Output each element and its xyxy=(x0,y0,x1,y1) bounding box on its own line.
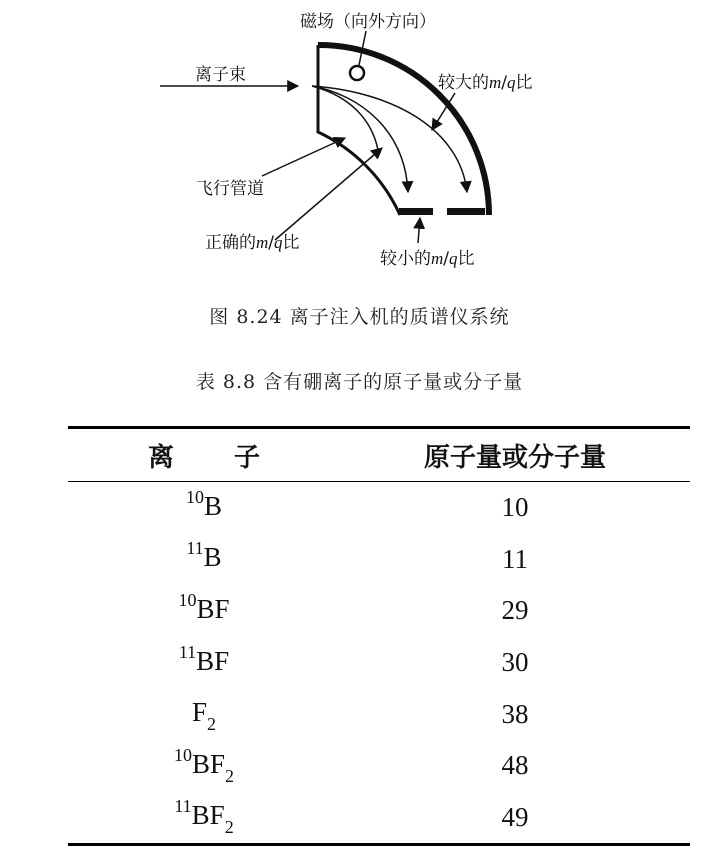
smaller-ratio-pointer xyxy=(418,218,420,243)
mass-value-cell: 49 xyxy=(340,792,690,845)
ion-formula: B xyxy=(203,542,222,573)
ion-cell xyxy=(68,637,340,689)
ion-cell xyxy=(68,482,340,534)
table-row xyxy=(68,585,690,637)
ion-formula: F xyxy=(191,697,208,728)
smaller-ratio-q: q xyxy=(449,249,458,268)
mass-value-cell: 30 xyxy=(501,647,529,678)
smaller-ratio-m: m xyxy=(431,249,444,268)
header-ion xyxy=(68,428,340,482)
exit-slit-right xyxy=(447,208,485,215)
isotope-mass-number: 11 xyxy=(186,538,204,559)
mass-value-cell: 48 xyxy=(501,750,529,781)
correct-ratio-m: m xyxy=(256,233,269,252)
mass-value-cell: 38 xyxy=(501,698,529,729)
table-row xyxy=(68,534,690,586)
table-row xyxy=(68,740,690,792)
ion-formula: BF xyxy=(196,593,230,624)
formula-subscript: 2 xyxy=(224,817,234,838)
correct-ratio-slash: / xyxy=(268,233,275,253)
ion-formula: BF xyxy=(196,645,230,676)
table-row xyxy=(68,637,690,689)
label-smaller-ratio xyxy=(380,249,475,269)
header-mass: 原子量或分子量 xyxy=(340,428,690,482)
ion-mass-table xyxy=(68,426,690,846)
smaller-ratio-slash: / xyxy=(443,249,450,269)
label-ion-beam: 离子束 xyxy=(195,65,246,85)
mass-value-cell: 11 xyxy=(502,543,528,574)
table-row xyxy=(68,688,690,740)
larger-ratio-prefix: 较大的 xyxy=(438,73,489,93)
larger-ratio-slash: / xyxy=(501,73,508,93)
isotope-mass-number: 11 xyxy=(178,641,197,662)
exit-slit-left xyxy=(399,208,433,215)
figure-caption: 图 8.24 离子注入机的质谱仪系统 xyxy=(209,306,510,328)
ion-formula: BF xyxy=(191,748,226,779)
formula-subscript: 2 xyxy=(225,765,235,786)
correct-ratio-prefix: 正确的 xyxy=(205,233,256,253)
mass-value-cell: 29 xyxy=(501,595,529,626)
ion-cell xyxy=(68,740,340,792)
table-row xyxy=(68,792,690,845)
label-correct-ratio xyxy=(205,233,300,253)
isotope-mass-number: 11 xyxy=(174,796,192,817)
ion-formula: BF xyxy=(191,800,225,831)
isotope-mass-number: 10 xyxy=(185,486,204,507)
header-ion-label: 离子 xyxy=(147,442,320,473)
isotope-mass-number: 10 xyxy=(178,589,197,610)
larger-ratio-suffix: 比 xyxy=(515,73,533,93)
label-larger-ratio xyxy=(438,73,533,93)
mass-spectrometer-diagram xyxy=(0,0,719,280)
larger-ratio-q: q xyxy=(507,73,516,92)
formula-subscript: 2 xyxy=(207,714,217,735)
table-header-row xyxy=(68,428,690,482)
label-magnetic-field: 磁场（向外方向） xyxy=(300,12,436,32)
trajectory-smaller-ratio xyxy=(312,86,408,192)
smaller-ratio-suffix: 比 xyxy=(457,249,475,269)
smaller-ratio-prefix: 较小的 xyxy=(380,249,431,269)
flight-tube xyxy=(318,45,489,215)
ion-cell xyxy=(68,792,340,845)
correct-ratio-suffix: 比 xyxy=(282,233,300,253)
ion-formula: B xyxy=(203,490,222,521)
flight-tube-pointer xyxy=(262,138,345,176)
table-caption: 表 8.8 含有硼离子的原子量或分子量 xyxy=(195,371,524,393)
table-row xyxy=(68,482,690,534)
ion-cell xyxy=(68,688,340,740)
ion-cell xyxy=(68,585,340,637)
larger-ratio-m: m xyxy=(489,73,502,92)
table-body xyxy=(68,482,690,845)
mass-value-cell: 10 xyxy=(501,492,529,523)
isotope-mass-number: 10 xyxy=(173,744,192,765)
label-flight-tube: 飞行管道 xyxy=(196,179,264,199)
magnetic-field-symbol xyxy=(350,66,364,80)
correct-ratio-pointer xyxy=(275,148,382,240)
ion-cell xyxy=(68,534,340,586)
correct-ratio-q: q xyxy=(274,233,283,252)
